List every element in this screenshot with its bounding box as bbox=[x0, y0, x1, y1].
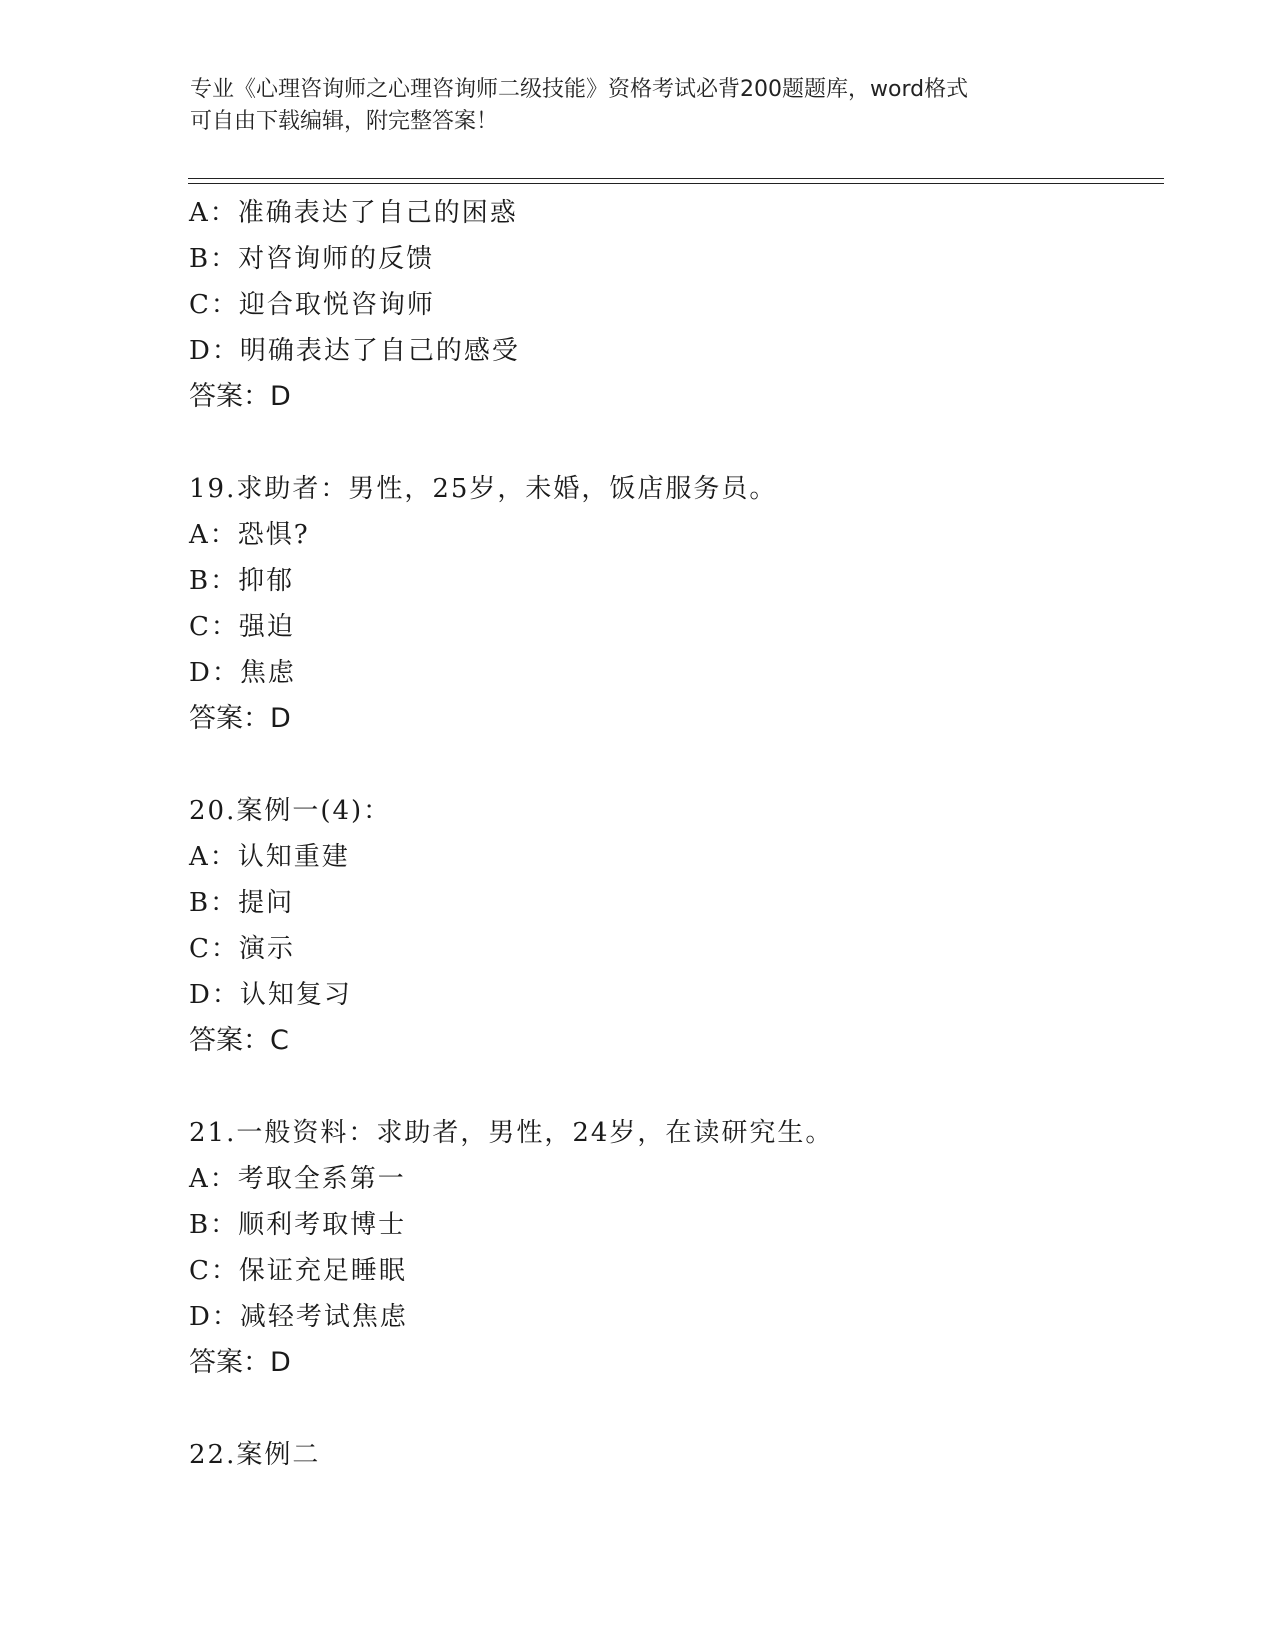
option-d: D：减轻考试焦虑 bbox=[189, 1302, 408, 1332]
question-stem: 21.一般资料：求助者，男性，24岁，在读研究生。 bbox=[189, 1118, 834, 1148]
option-c: C：保证充足睡眠 bbox=[189, 1256, 407, 1286]
option-c: C：强迫 bbox=[189, 612, 295, 642]
question-stem: 22.案例二 bbox=[189, 1440, 321, 1470]
spacer bbox=[189, 1386, 1149, 1432]
option-b: B：提问 bbox=[189, 888, 295, 918]
question-list bbox=[189, 190, 1149, 1478]
option-b: B：抑郁 bbox=[189, 566, 295, 596]
spacer bbox=[189, 420, 1149, 466]
answer-line: 答案：D bbox=[189, 1347, 291, 1378]
answer-line: 答案：D bbox=[189, 381, 291, 412]
spacer bbox=[189, 742, 1149, 788]
option-a: A：准确表达了自己的困惑 bbox=[189, 198, 518, 228]
question-stem: 19.求助者：男性，25岁，未婚，饭店服务员。 bbox=[189, 474, 778, 504]
option-d: D：认知复习 bbox=[189, 980, 352, 1010]
option-d: D：明确表达了自己的感受 bbox=[189, 336, 520, 366]
header-title-line-2: 可自由下载编辑，附完整答案！ bbox=[190, 109, 499, 134]
answer-line: 答案：D bbox=[189, 703, 291, 734]
document-header bbox=[190, 74, 1090, 138]
header-divider-bottom bbox=[188, 183, 1164, 184]
option-b: B：顺利考取博士 bbox=[189, 1210, 407, 1240]
option-a: A：考取全系第一 bbox=[189, 1164, 406, 1194]
option-b: B：对咨询师的反馈 bbox=[189, 244, 435, 274]
option-a: A：认知重建 bbox=[189, 842, 350, 872]
question-stem: 20.案例一(4)： bbox=[189, 796, 392, 826]
option-c: C：迎合取悦咨询师 bbox=[189, 290, 435, 320]
answer-line: 答案：C bbox=[189, 1025, 289, 1056]
option-d: D：焦虑 bbox=[189, 658, 296, 688]
header-title-line-1: 专业《心理咨询师之心理咨询师二级技能》资格考试必背200题题库，word格式 bbox=[190, 77, 969, 102]
option-c: C：演示 bbox=[189, 934, 295, 964]
option-a: A：恐惧? bbox=[189, 520, 310, 550]
spacer bbox=[189, 1064, 1149, 1110]
header-divider-top bbox=[188, 178, 1164, 179]
